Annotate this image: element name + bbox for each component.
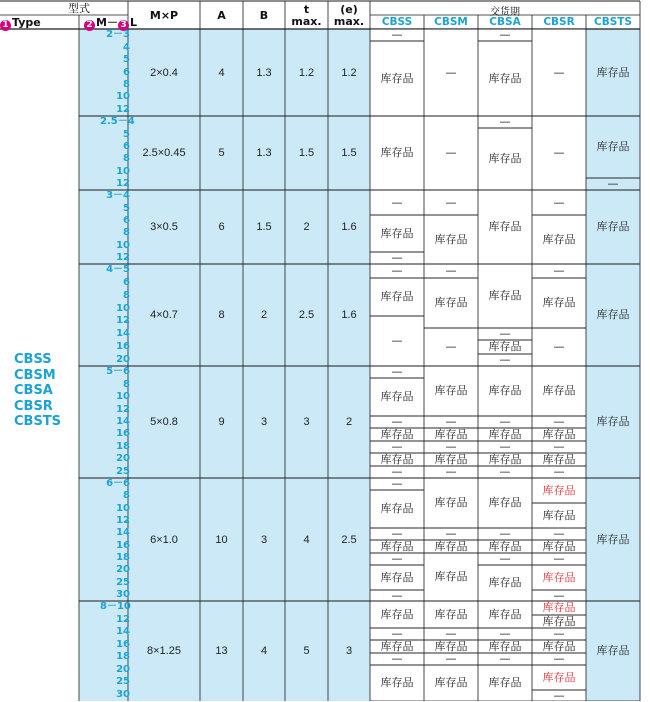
length-value: 16 xyxy=(116,428,130,440)
length-value: 20 xyxy=(116,353,130,365)
no-stock-status: — xyxy=(553,589,565,602)
no-stock-status: — xyxy=(499,327,511,340)
no-stock-status: — xyxy=(391,552,403,565)
header-type xyxy=(0,16,79,29)
dim-e: 2.5 xyxy=(341,533,357,546)
stock-status: 库存品 xyxy=(434,453,468,466)
l-number-badge: 3 xyxy=(118,20,129,31)
stock-status: 库存品 xyxy=(542,640,576,653)
stock-status: 库存品 xyxy=(542,615,576,628)
dim-t: 1.2 xyxy=(298,66,315,79)
length-value: 30 xyxy=(116,688,130,700)
length-value: 12 xyxy=(116,403,130,415)
m-number-badge: 2 xyxy=(84,20,95,31)
header-a: A xyxy=(217,9,226,22)
length-value: 25 xyxy=(116,576,130,588)
dim-e: 1.6 xyxy=(341,309,357,321)
type-cbsm: CBSM xyxy=(14,367,56,383)
no-stock-status: — xyxy=(445,440,457,453)
dim-b: 1.5 xyxy=(256,221,272,233)
length-value: 10 xyxy=(116,165,130,177)
length-value: 5 xyxy=(123,54,130,66)
length-value: 5 xyxy=(123,202,130,214)
stock-status: 库存品 xyxy=(488,289,522,302)
dim-a: 10 xyxy=(215,533,228,546)
no-stock-status: — xyxy=(499,527,511,540)
no-stock-status: — xyxy=(445,527,457,540)
length-value: 10 xyxy=(116,391,130,403)
no-stock-status: — xyxy=(553,264,565,277)
stock-status: 库存品 xyxy=(434,428,468,441)
length-value: 18 xyxy=(116,440,130,452)
no-stock-status: — xyxy=(391,415,403,428)
stock-status: 库存品 xyxy=(596,66,630,79)
length-value: 10 xyxy=(116,91,130,103)
length-value: 6 xyxy=(123,140,130,152)
stock-status: 库存品 xyxy=(434,608,468,621)
length-value: 25 xyxy=(116,465,130,477)
no-stock-status: — xyxy=(445,652,457,665)
stock-status: 库存品 xyxy=(542,384,576,397)
stock-status: 库存品 xyxy=(542,428,576,441)
dim-e: 1.6 xyxy=(341,221,357,233)
no-stock-status: — xyxy=(553,146,565,159)
dim-e: 2 xyxy=(345,416,353,428)
stock-status: 库存品 xyxy=(542,540,576,553)
no-stock-status: — xyxy=(391,28,403,41)
dim-t: 2.5 xyxy=(298,309,315,321)
dim-e: 1.2 xyxy=(341,66,357,79)
stock-status: 库存品 xyxy=(380,72,414,85)
stock-status: 库存品 xyxy=(380,571,414,584)
length-value: 3－4 xyxy=(106,190,130,202)
length-value: 6 xyxy=(123,277,130,289)
header-model: 型式 xyxy=(68,2,90,15)
dim-mxp: 6×1.0 xyxy=(150,533,178,546)
dim-mxp: 5×0.8 xyxy=(150,416,178,428)
header-t xyxy=(285,4,328,28)
no-stock-status: — xyxy=(391,627,403,640)
length-value: 4－5 xyxy=(106,264,130,276)
stock-status: 库存品 xyxy=(596,533,630,546)
no-stock-status: — xyxy=(553,627,565,640)
no-stock-status: — xyxy=(499,415,511,428)
length-value: 14 xyxy=(116,328,130,340)
length-value: 25 xyxy=(116,676,130,688)
stock-status: 库存品 xyxy=(434,496,468,509)
dim-t: 5 xyxy=(303,645,310,657)
dim-a: 4 xyxy=(218,66,225,79)
length-value: 16 xyxy=(116,340,130,352)
length-value: 14 xyxy=(116,416,130,427)
no-stock-status: — xyxy=(445,66,457,79)
length-value: 6－6 xyxy=(106,478,130,490)
stock-status: 库存品 xyxy=(434,384,468,397)
no-stock-status: — xyxy=(553,527,565,540)
dim-a: 13 xyxy=(215,645,228,657)
length-value: 16 xyxy=(116,539,130,551)
dim-mxp: 2×0.4 xyxy=(150,66,178,79)
no-stock-status: — xyxy=(553,552,565,565)
length-value: 16 xyxy=(116,638,130,650)
length-value: 5－6 xyxy=(106,366,130,378)
length-value: 10 xyxy=(116,239,130,251)
no-stock-status: — xyxy=(391,365,403,378)
no-stock-status: — xyxy=(391,440,403,453)
length-value: 4 xyxy=(123,41,130,53)
stock-status: 库存品 xyxy=(380,676,414,689)
stock-status: 库存品 xyxy=(488,453,522,466)
no-stock-status: — xyxy=(445,627,457,640)
stock-status: 库存品 xyxy=(380,608,414,621)
stock-status: 库存品 xyxy=(488,152,522,165)
no-stock-status: — xyxy=(553,340,565,353)
header-leadtime: 交货期 xyxy=(490,7,520,18)
type-cbss: CBSS xyxy=(14,352,52,367)
no-stock-status: — xyxy=(391,589,403,602)
dim-a: 9 xyxy=(218,416,225,428)
length-value: 12 xyxy=(116,251,130,263)
stock-status: 库存品 xyxy=(434,296,468,309)
leadtime-col-cbss: CBSS xyxy=(381,16,413,28)
stock-status: 库存品 xyxy=(434,640,468,653)
no-stock-status: — xyxy=(391,264,403,277)
type-cbsts: CBSTS xyxy=(14,414,62,429)
no-stock-status: — xyxy=(553,415,565,428)
length-value: 12 xyxy=(116,515,130,527)
dim-b: 2 xyxy=(260,309,268,321)
stock-status: 库存品 xyxy=(596,140,630,153)
stock-status: 库存品 xyxy=(488,72,522,85)
type-label: Type xyxy=(12,16,41,29)
dim-b: 1.3 xyxy=(256,66,272,79)
length-value: 6 xyxy=(123,66,130,78)
no-stock-status: — xyxy=(391,527,403,540)
length-value: 14 xyxy=(116,626,130,638)
length-value: 14 xyxy=(116,527,130,539)
stock-status: 库存品 xyxy=(380,428,414,441)
header-mxp: M×P xyxy=(149,9,179,22)
length-value: 12 xyxy=(116,315,130,327)
stock-status: 库存品 xyxy=(542,601,576,614)
header-e xyxy=(328,4,370,28)
no-stock-status: — xyxy=(391,652,403,665)
stock-status: 库存品 xyxy=(434,570,468,583)
stock-status: 库存品 xyxy=(542,296,576,309)
leadtime-col-cbsr: CBSR xyxy=(543,16,575,28)
length-value: 2－3 xyxy=(106,29,130,41)
length-value: 12 xyxy=(116,103,130,115)
length-value: 20 xyxy=(116,564,130,576)
no-stock-status: — xyxy=(553,689,565,702)
header-t-max: max. xyxy=(291,15,322,28)
no-stock-status: — xyxy=(499,440,511,453)
no-stock-status: — xyxy=(445,196,457,209)
leadtime-col-cbsa: CBSA xyxy=(489,16,521,28)
stock-status: 库存品 xyxy=(380,390,414,403)
dim-a: 8 xyxy=(218,309,225,321)
stock-status: 库存品 xyxy=(380,290,414,303)
stock-status: 库存品 xyxy=(488,384,522,397)
no-stock-status: — xyxy=(553,652,565,665)
no-stock-status: — xyxy=(607,177,619,190)
no-stock-status: — xyxy=(499,627,511,640)
dim-mxp: 4×0.7 xyxy=(150,309,178,321)
length-value: 8 xyxy=(123,378,130,390)
dim-e: 1.5 xyxy=(341,147,357,159)
no-stock-status: — xyxy=(391,477,403,490)
length-value: 10 xyxy=(116,302,130,314)
header-e-max: max. xyxy=(333,15,365,28)
stock-status: 库存品 xyxy=(380,540,414,553)
length-value: 18 xyxy=(116,651,130,663)
no-stock-status: — xyxy=(553,465,565,478)
stock-status: 库存品 xyxy=(488,220,522,233)
stock-status: 库存品 xyxy=(488,576,522,589)
length-value: 8－10 xyxy=(100,601,131,613)
header-b: B xyxy=(259,9,269,22)
header-m-l: 2 M－ 3 L xyxy=(84,16,158,29)
type-number-badge: 1 xyxy=(0,20,11,31)
no-stock-status: — xyxy=(499,652,511,665)
stock-status: 库存品 xyxy=(542,571,576,584)
stock-status: 库存品 xyxy=(434,233,468,246)
leadtime-col-cbsm: CBSM xyxy=(434,16,468,28)
no-stock-status: — xyxy=(499,28,511,41)
no-stock-status: — xyxy=(445,465,457,478)
length-value: 30 xyxy=(116,588,130,600)
dim-a: 5 xyxy=(218,147,225,159)
no-stock-status: — xyxy=(391,251,403,264)
m-label: M xyxy=(96,16,107,29)
length-value: 8 xyxy=(123,78,130,90)
dim-mxp: 3×0.5 xyxy=(150,221,178,233)
length-value: 6 xyxy=(123,214,130,226)
length-value: 8 xyxy=(123,289,130,301)
length-value: 8 xyxy=(123,153,130,165)
length-value: 5 xyxy=(123,128,130,140)
dim-t: 2 xyxy=(303,221,310,233)
dim-a: 6 xyxy=(218,221,225,233)
type-list xyxy=(14,352,61,430)
dim-t: 1.5 xyxy=(298,147,315,159)
length-value: 20 xyxy=(116,453,130,465)
dim-b: 3 xyxy=(260,533,268,546)
stock-status: 库存品 xyxy=(542,233,576,246)
stock-status: 库存品 xyxy=(596,220,630,233)
header-e-symbol: (e) xyxy=(340,3,358,16)
dim-b: 1.3 xyxy=(256,147,272,159)
leadtime-col-cbsts: CBSTS xyxy=(594,16,632,28)
stock-status: 库存品 xyxy=(488,340,522,353)
length-value: 20 xyxy=(116,663,130,675)
stock-status: 库存品 xyxy=(596,415,630,428)
stock-status: 库存品 xyxy=(488,608,522,621)
header-t-symbol: t xyxy=(303,3,310,16)
stock-status: 库存品 xyxy=(542,453,576,466)
length-value: 8 xyxy=(123,490,130,502)
no-stock-status: — xyxy=(391,465,403,478)
stock-status: 库存品 xyxy=(380,502,414,515)
no-stock-status: — xyxy=(445,340,457,353)
length-value: 12 xyxy=(116,177,130,189)
no-stock-status: — xyxy=(445,415,457,428)
stock-status: 库存品 xyxy=(542,509,576,522)
stock-status: 库存品 xyxy=(434,540,468,553)
length-value: 8 xyxy=(123,227,130,239)
no-stock-status: — xyxy=(391,196,403,209)
stock-status: 库存品 xyxy=(596,644,630,657)
stock-status: 库存品 xyxy=(488,540,522,553)
stock-status: 库存品 xyxy=(488,676,522,689)
no-stock-status: — xyxy=(391,334,403,347)
stock-status: 库存品 xyxy=(488,496,522,509)
type-cbsa: CBSA xyxy=(14,383,53,398)
length-value: 12 xyxy=(116,613,130,625)
dim-t: 3 xyxy=(303,416,310,428)
stock-status: 库存品 xyxy=(380,640,414,653)
dim-b: 3 xyxy=(260,416,268,428)
stock-status: 库存品 xyxy=(542,671,576,684)
stock-status: 库存品 xyxy=(380,146,414,159)
no-stock-status: — xyxy=(553,440,565,453)
dim-b: 4 xyxy=(260,645,268,657)
stock-status: 库存品 xyxy=(596,308,630,321)
no-stock-status: — xyxy=(499,115,511,128)
stock-status: 库存品 xyxy=(380,227,414,240)
stock-status: 库存品 xyxy=(488,428,522,441)
stock-status: 库存品 xyxy=(542,484,576,497)
no-stock-status: — xyxy=(445,146,457,159)
length-value: 18 xyxy=(116,551,130,563)
stock-status: 库存品 xyxy=(434,676,468,689)
dim-mxp: 8×1.25 xyxy=(147,645,181,657)
dim-mxp: 2.5×0.45 xyxy=(142,147,186,159)
no-stock-status: — xyxy=(499,552,511,565)
length-value: 10 xyxy=(116,502,130,514)
stock-status: 库存品 xyxy=(380,453,414,466)
length-value: 2.5－4 xyxy=(100,116,135,128)
no-stock-status: — xyxy=(553,66,565,79)
type-cbsr: CBSR xyxy=(14,398,53,414)
stock-status: 库存品 xyxy=(488,640,522,653)
no-stock-status: — xyxy=(499,353,511,366)
no-stock-status: — xyxy=(553,196,565,209)
l-label: L xyxy=(129,16,137,29)
no-stock-status: — xyxy=(499,465,511,478)
dim-e: 3 xyxy=(345,645,353,657)
no-stock-status: — xyxy=(445,264,457,277)
dim-t: 4 xyxy=(303,533,310,546)
